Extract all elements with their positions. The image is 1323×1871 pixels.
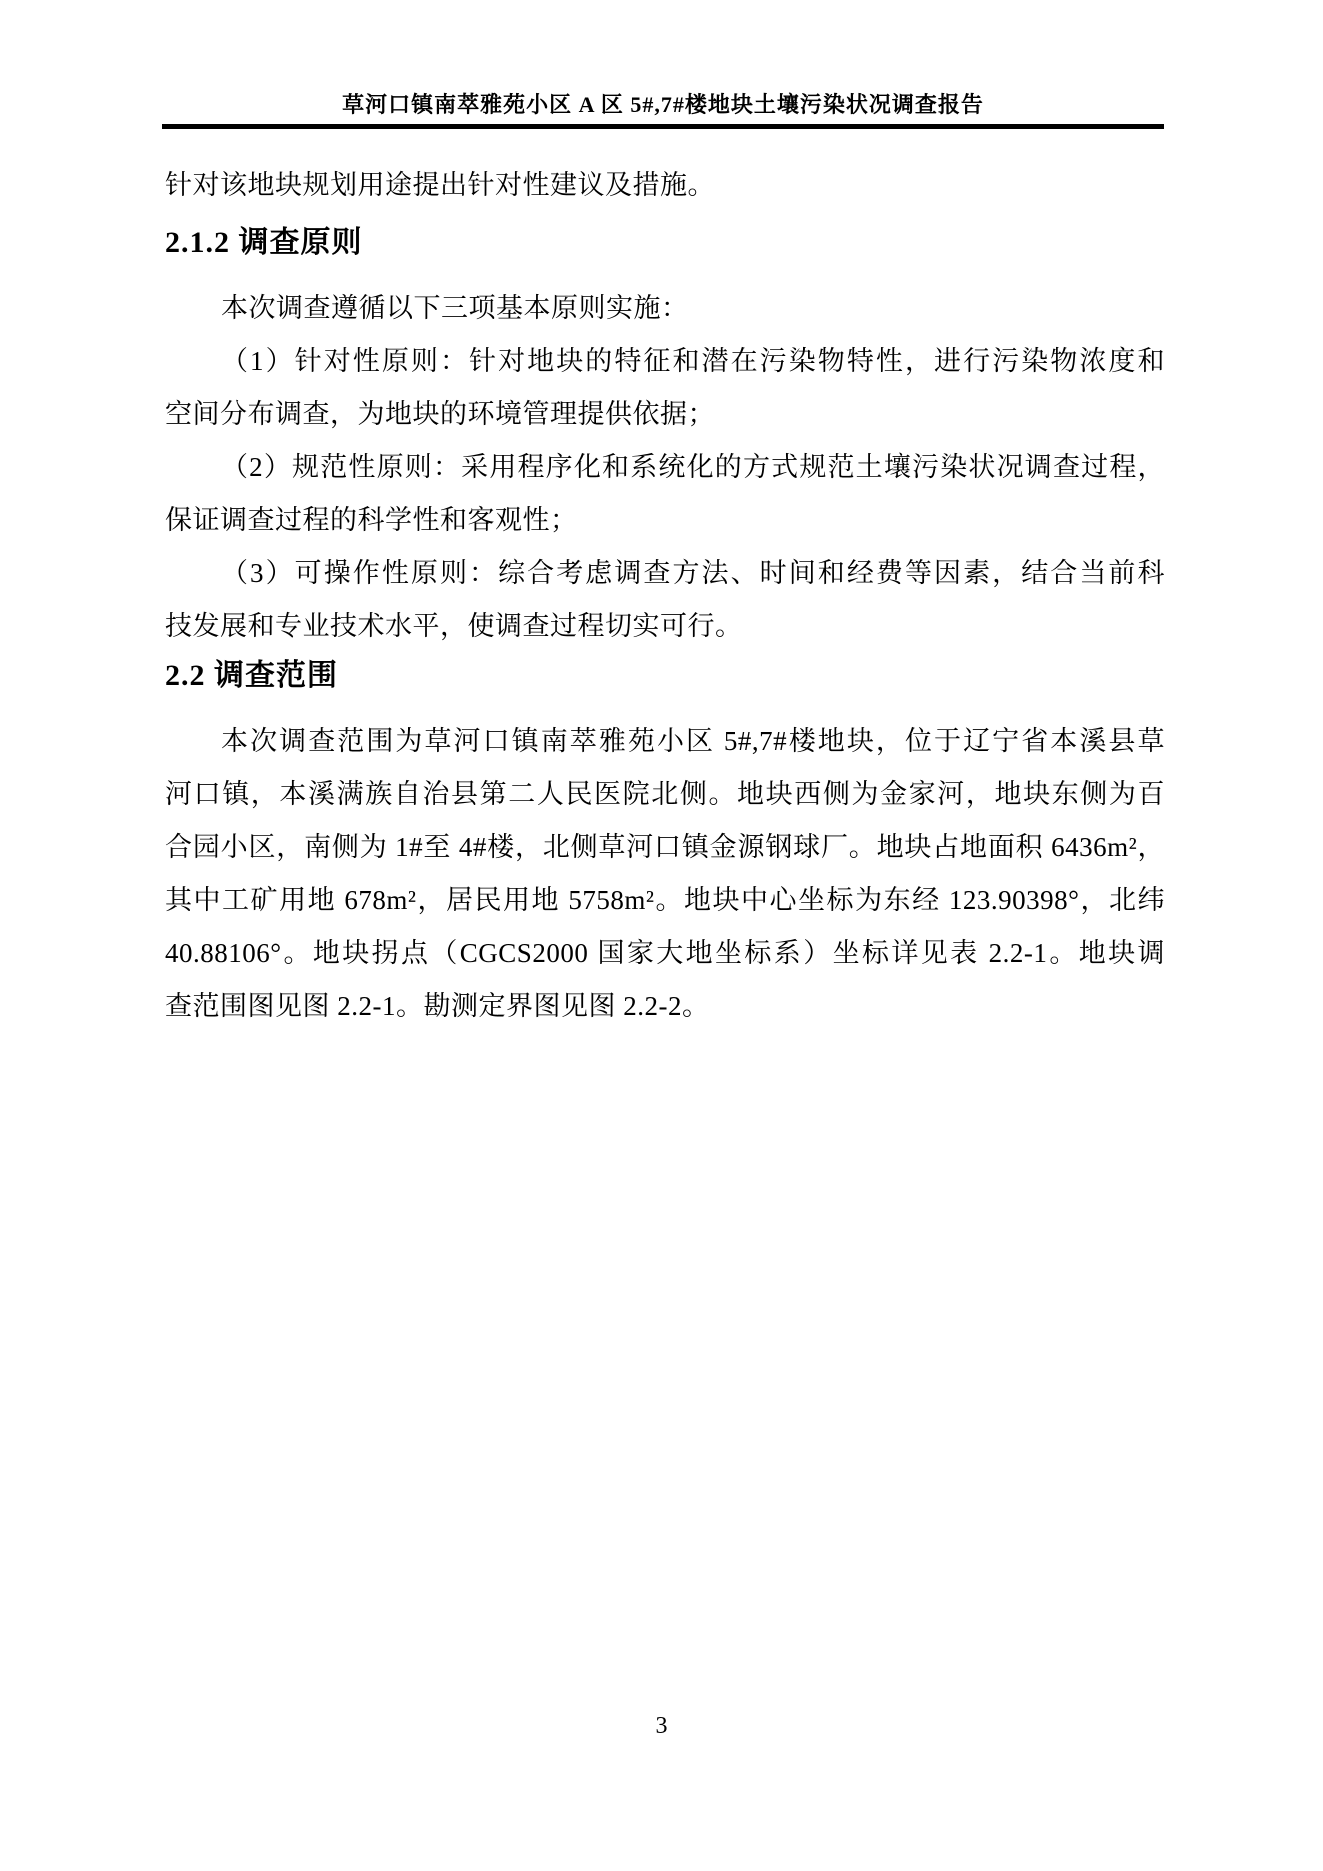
page-header <box>162 0 1164 129</box>
page-number: 3 <box>655 1713 668 1739</box>
paragraph-line: （3）可操作性原则：综合考虑调查方法、时间和经费等因素，结合当前科 <box>221 558 1165 588</box>
paragraph-line: 空间分布调查，为地块的环境管理提供依据； <box>165 399 715 429</box>
paragraph-line: 本次调查遵循以下三项基本原则实施： <box>221 293 689 323</box>
running-header-title: 草河口镇南萃雅苑小区 A 区 5#,7#楼地块土壤污染状况调查报告 <box>342 92 984 117</box>
paragraph-line: 河口镇，本溪满族自治县第二人民医院北侧。地块西侧为金家河，地块东侧为百 <box>165 779 1165 809</box>
paragraph-line: 本次调查范围为草河口镇南萃雅苑小区 5#,7#楼地块，位于辽宁省本溪县草 <box>221 726 1165 756</box>
section-heading-2-2: 2.2 调查范围 <box>165 659 338 692</box>
paragraph-line: （1）针对性原则：针对地块的特征和潜在污染物特性，进行污染物浓度和 <box>221 346 1165 376</box>
paragraph-line: 技发展和专业技术水平，使调查过程切实可行。 <box>165 611 743 641</box>
paragraph-line: 合园小区，南侧为 1#至 4#楼，北侧草河口镇金源钢球厂。地块占地面积 6436m²， <box>165 832 1165 862</box>
paragraph-line: 查范围图见图 2.2-1。勘测定界图见图 2.2-2。 <box>165 991 710 1021</box>
paragraph-line: 其中工矿用地 678m²，居民用地 5758m²。地块中心坐标为东经 123.90398°，北纬 <box>165 885 1165 915</box>
paragraph-line: 40.88106°。地块拐点（CGCS2000 国家大地坐标系）坐标详见表 2.2-1。地块调 <box>165 938 1165 968</box>
paragraph-line: （2）规范性原则：采用程序化和系统化的方式规范土壤污染状况调查过程， <box>221 452 1165 482</box>
paragraph-line: 针对该地块规划用途提出针对性建议及措施。 <box>165 170 715 200</box>
document-body <box>165 131 1165 1033</box>
section-heading-2-1-2: 2.1.2 调查原则 <box>165 226 363 259</box>
paragraph-line: 保证调查过程的科学性和客观性； <box>165 505 578 535</box>
page-footer <box>0 1712 1323 1740</box>
header-rule <box>162 124 1164 129</box>
